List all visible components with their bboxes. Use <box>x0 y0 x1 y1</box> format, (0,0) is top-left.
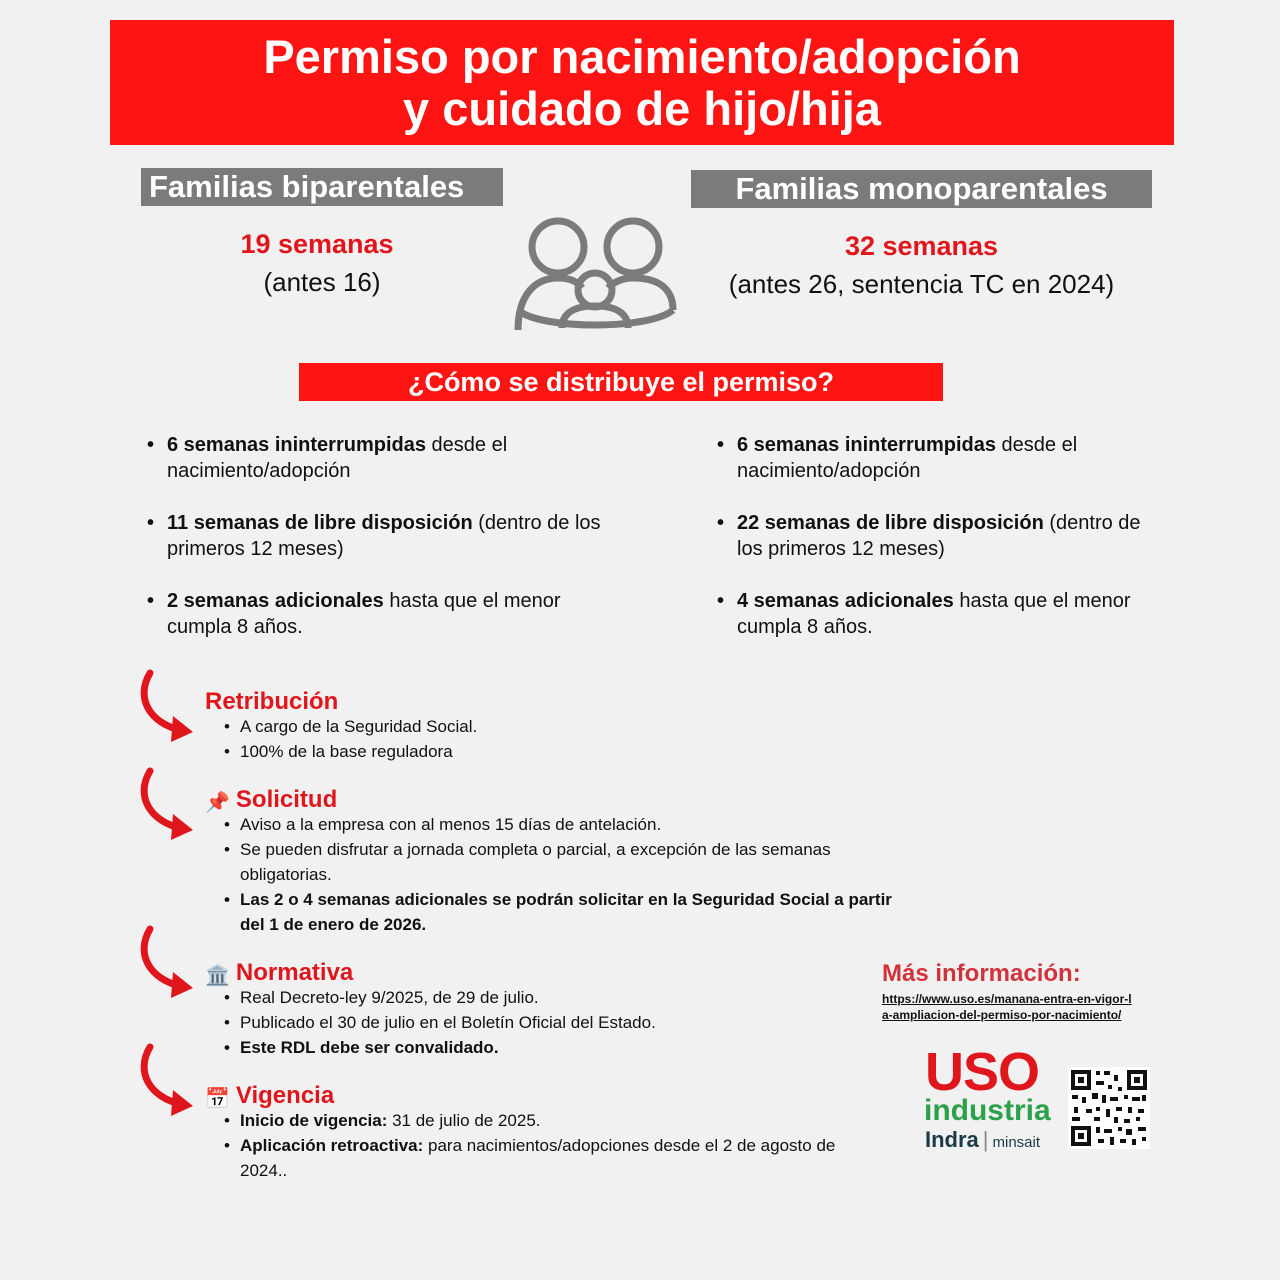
list-item: • 100% de la base reguladora <box>218 739 898 764</box>
calendar-icon: 📅 <box>205 1088 230 1110</box>
biparental-before: (antes 16) <box>263 267 381 297</box>
monoparental-before: (antes 26, sentencia TC en 2024) <box>728 269 1115 299</box>
indra-logo: Indra | minsait <box>925 1127 1041 1152</box>
list-item: • 6 semanas ininterrumpidas desde el nacimiento/adopción <box>141 432 621 484</box>
normativa-title: 🏛️ Normativa <box>205 959 353 990</box>
title-line-1: Permiso por nacimiento/adopción <box>263 29 1021 83</box>
curved-arrow-icon <box>135 766 205 844</box>
list-item: • 22 semanas de libre disposición (dentro de los primeros 12 meses) <box>711 510 1151 562</box>
industria-logo: industria <box>924 1094 1051 1127</box>
title-line-2: y cuidado de hijo/hija <box>403 81 881 135</box>
list-item: • 6 semanas ininterrumpidas desde el nacimiento/adopción <box>711 432 1151 484</box>
title-banner <box>110 20 1174 145</box>
list-item: • Las 2 o 4 semanas adicionales se podrán solicitar en la Seguridad Social a partir del 1 de enero de 2026. <box>218 887 908 937</box>
pushpin-icon: 📌 <box>205 792 230 814</box>
classical-building-icon: 🏛️ <box>205 965 230 987</box>
curved-arrow-icon <box>135 668 205 746</box>
vigencia-title: 📅 Vigencia <box>205 1082 334 1113</box>
list-item: • 4 semanas adicionales hasta que el menor cumpla 8 años. <box>711 588 1151 640</box>
solicitud-title: 📌 Solicitud <box>205 786 337 817</box>
monoparental-list <box>711 432 1151 666</box>
biparental-weeks: 19 semanas <box>240 229 394 259</box>
retribucion-list <box>218 714 898 764</box>
normativa-list <box>218 985 878 1060</box>
distribution-banner: ¿Cómo se distribuye el permiso? <box>299 363 943 401</box>
list-item: • Se pueden disfrutar a jornada completa o parcial, a excepción de las semanas obligatorias. <box>218 837 908 887</box>
vigencia-list <box>218 1108 878 1183</box>
biparental-header: Familias biparentales <box>141 168 503 206</box>
list-item: • 2 semanas adicionales hasta que el menor cumpla 8 años. <box>141 588 621 640</box>
curved-arrow-icon <box>135 924 205 1002</box>
biparental-list <box>141 432 621 666</box>
list-item: • Inicio de vigencia: 31 de julio de 2025. <box>218 1108 878 1133</box>
list-item: • A cargo de la Seguridad Social. <box>218 714 898 739</box>
list-item: • Este RDL debe ser convalidado. <box>218 1035 878 1060</box>
retribucion-title: Retribución <box>205 688 339 715</box>
list-item: • Aviso a la empresa con al menos 15 días de antelación. <box>218 812 908 837</box>
list-item: • Aplicación retroactiva: para nacimientos/adopciones desde el 2 de agosto de 2024.. <box>218 1133 878 1183</box>
uso-logo: USO <box>925 1042 1040 1102</box>
list-item: • Publicado el 30 de julio en el Boletín Oficial del Estado. <box>218 1010 878 1035</box>
list-item: • 11 semanas de libre disposición (dentro de los primeros 12 meses) <box>141 510 621 562</box>
monoparental-header: Familias monoparentales <box>691 170 1152 208</box>
family-icon <box>510 210 680 340</box>
more-info-link[interactable]: https://www.uso.es/manana-entra-en-vigor-la-ampliacion-del-permiso-por-nacimiento/ <box>882 992 1132 1022</box>
qr-code-icon[interactable] <box>1068 1067 1150 1149</box>
solicitud-list <box>218 812 908 937</box>
curved-arrow-icon <box>135 1042 205 1120</box>
monoparental-weeks: 32 semanas <box>844 231 999 261</box>
more-info-title: Más información: <box>882 960 1081 987</box>
list-item: • Real Decreto-ley 9/2025, de 29 de julio. <box>218 985 878 1010</box>
